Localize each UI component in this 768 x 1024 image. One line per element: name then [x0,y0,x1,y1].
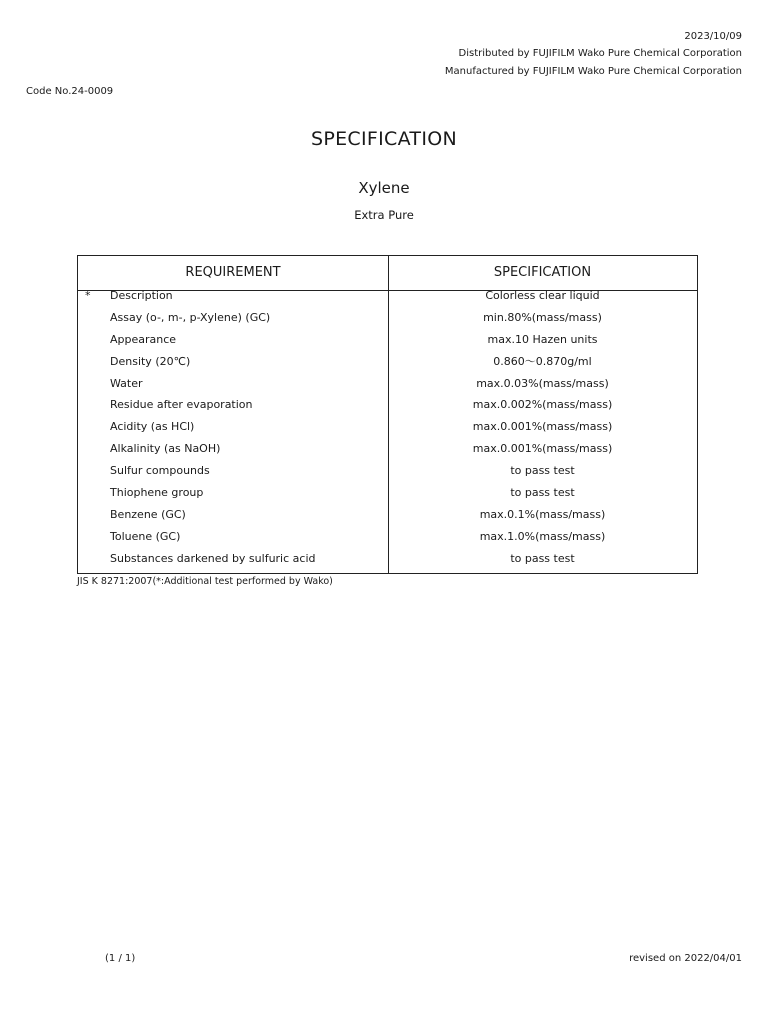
manufacturer-line: Manufactured by FUJIFILM Wako Pure Chemical Corporation [444,66,742,77]
requirement-cell: Residue after evaporation [110,398,253,412]
table-row [78,548,697,570]
document-date: 2023/10/09 [684,31,742,42]
requirement-cell: Water [110,376,143,390]
table-row [78,504,697,526]
specification-cell: 0.860～0.870g/ml [493,354,592,368]
requirement-cell: Thiophene group [110,486,204,500]
table-row [78,460,697,482]
specification-cell: max.0.002%(mass/mass) [472,398,613,412]
specification-cell: max.10 Hazen units [487,332,598,346]
requirement-cell: Acidity (as HCl) [110,420,195,434]
table-row [78,373,697,395]
table-row [78,351,697,373]
specification-cell: max.1.0%(mass/mass) [479,529,606,543]
requirement-cell: Substances darkened by sulfuric acid [110,551,316,565]
row-mark: * [85,289,91,302]
table-row [78,526,697,548]
table-row [78,394,697,416]
table-row [78,285,697,307]
requirement-cell: Density (20℃) [110,354,191,368]
requirement-cell: Description [110,289,173,302]
table-row [78,416,697,438]
specification-cell: to pass test [510,464,575,478]
requirement-cell: Toluene (GC) [110,529,181,543]
specification-cell: min.80%(mass/mass) [483,310,602,324]
code-number: Code No.24-0009 [26,86,114,97]
document-title: SPECIFICATION [311,128,457,150]
table-row [78,438,697,460]
revision-date: revised on 2022/04/01 [629,953,742,964]
table-row [78,329,697,351]
specification-cell: max.0.001%(mass/mass) [472,442,613,456]
product-name: Xylene [358,179,410,197]
specification-table [77,255,698,574]
requirement-cell: Alkalinity (as NaOH) [110,442,221,456]
product-grade: Extra Pure [354,208,414,222]
distributor-line: Distributed by FUJIFILM Wako Pure Chemical Corporation [458,48,742,59]
requirement-cell: Sulfur compounds [110,464,210,478]
specification-cell: max.0.1%(mass/mass) [479,507,606,521]
requirement-cell: Benzene (GC) [110,507,186,521]
requirement-cell: Appearance [110,332,177,346]
specification-cell: max.0.03%(mass/mass) [476,376,609,390]
specification-cell: to pass test [510,486,575,500]
table-row [78,307,697,329]
specification-cell: Colorless clear liquid [485,289,600,302]
table-body [78,285,697,570]
table-row [78,482,697,504]
requirement-cell: Assay (o-, m-, p-Xylene) (GC) [110,310,271,324]
requirement-column-header: REQUIREMENT [185,265,281,280]
standard-footnote: JIS K 8271:2007(*:Additional test performed by Wako) [77,576,333,587]
specification-cell: max.0.001%(mass/mass) [472,420,613,434]
specification-cell: to pass test [510,551,575,565]
specification-column-header: SPECIFICATION [493,265,592,280]
page-number: (1 / 1) [105,953,136,964]
